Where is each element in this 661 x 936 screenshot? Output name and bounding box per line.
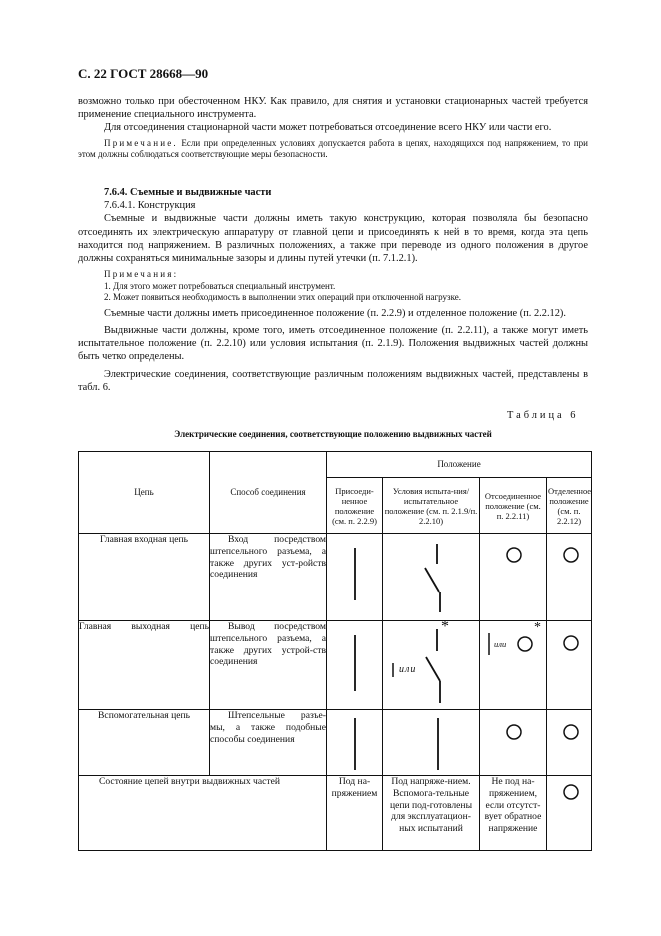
header-test: Условия испыта-ния/испытательное положение (см. п. 2.1.9/п. 2.2.10): [383, 478, 480, 534]
section-heading: [78, 186, 588, 199]
paragraph-6: Электрические соединения, соответствующие различным положениям выдвижных частей, представлены в табл. 6.: [78, 368, 588, 393]
closed-contact-icon: [383, 710, 480, 775]
row-2-method: Вывод посредством штепсельного разъема, а также других устрой-ств соединения: [210, 621, 327, 710]
note-a: 1. Для этого может потребоваться специальный инструмент.: [104, 280, 336, 291]
closed-contact-icon: [327, 710, 383, 775]
state-connected: Под на-пряжением: [327, 776, 383, 851]
row-3-connected-symbol: [327, 710, 383, 776]
table-6: [78, 451, 592, 851]
note-1-text: Если при определенных условиях допускается работа в цепях, находящихся под напряжением, то при этом должны соблюдаться соответствующие меры безопасности.: [78, 137, 588, 160]
row-1-circuit: Главная входная цепь: [79, 534, 210, 621]
table-row: [79, 710, 592, 776]
row-2-removed-symbol: [547, 621, 592, 710]
paragraph-1: возможно только при обесточенном НКУ. Как правило, для снятия и установки стационарных частей требуется применение специального инструмента.: [78, 96, 588, 121]
row-1-removed-symbol: [547, 534, 592, 621]
row-3-disconnected-symbol: [480, 710, 547, 776]
header-connected: Присоеди-ненное положение (см. п. 2.2.9): [327, 478, 383, 534]
subsection-heading: 7.6.4.1. Конструкция: [104, 200, 196, 212]
notes-label: Примечания:: [104, 269, 179, 280]
page-header: С. 22 ГОСТ 28668—90: [78, 66, 209, 81]
paragraph-2: Для отсоединения стационарной части может потребоваться отсоединение всего НКУ или части его.: [104, 122, 552, 134]
header-method: Способ соединения: [210, 452, 327, 534]
body-text-section: [78, 186, 588, 394]
row-2-test-symbol: [383, 618, 480, 710]
isolated-circle-icon: [547, 710, 592, 775]
row-3-test-symbol: [383, 710, 480, 776]
closed-contact-icon: [327, 534, 383, 620]
state-removed-symbol: [547, 776, 592, 851]
note-1: [78, 138, 588, 161]
header-disconnected: Отсоединенное положение (см. п. 2.2.11): [480, 478, 547, 534]
row-3-removed-symbol: [547, 710, 592, 776]
section-title: Съемные и выдвижные части: [130, 187, 272, 198]
paragraph-5: Выдвижные части должны, кроме того, иметь отсоединенное положение (п. 2.2.11), а также могут иметь испытательное положение (п. 2.2.10) или условия испытания (п. 2.1.9). Положения выдвижных частей должны быть четко определены.: [78, 324, 588, 363]
isolated-circle-icon: [480, 534, 547, 620]
row-3-circuit: Вспомогательная цепь: [79, 710, 210, 776]
isolated-circle-icon: [547, 621, 592, 709]
table-row: [79, 621, 592, 710]
isolated-circle-icon: [480, 710, 547, 775]
row-2-disc-or-label: или: [494, 639, 507, 649]
row-2-test-mark: *: [441, 618, 449, 635]
table-row: [79, 776, 592, 851]
open-contact-icon: [383, 534, 480, 620]
row-2-connected-symbol: [327, 621, 383, 710]
row-2-circuit: [79, 621, 210, 710]
row-1-method: Вход посредством штепсельного разъема, а также других уст-ройств соединения: [210, 534, 327, 621]
state-row-label: Состояние цепей внутри выдвижных частей: [79, 776, 327, 851]
row-2-disconnected-symbol: [480, 621, 547, 710]
header-position: Положение: [327, 452, 592, 478]
isolated-circle-icon: [547, 776, 592, 816]
section-number: 7.6.4.: [104, 187, 128, 198]
body-text-top: [78, 95, 588, 161]
state-disconnected: Не под на-пряжением, если отсутст-вует обратное напряжение: [480, 776, 547, 851]
paragraph-3: Съемные и выдвижные части должны иметь такую конструкцию, которая позволяла бы безопасно отсоединять их электрическую аппаратуру от главной цепи и присоединять к ней в то время, когда эта цепь находится под напряжением. В различных положениях, а также при переводе из одного положения в другое должны сохраняться минимальные зазоры и длины путей утечки (п. 7.1.2.1).: [78, 213, 588, 265]
table-title: Электрические соединения, соответствующие положению выдвижных частей: [174, 429, 492, 439]
note-b: 2. Может появиться необходимость в выполнении этих операций при отключенной нагрузке.: [104, 292, 462, 303]
note-1-label: Примечание.: [104, 137, 178, 148]
header-circuit: Цепь: [79, 452, 210, 534]
row-3-method: Штепсельные разъе-мы, а также подобные способы соединения: [210, 710, 327, 776]
table-row: [79, 534, 592, 621]
row-2-test-or-label: или: [399, 664, 417, 675]
state-test: Под напряже-нием. Вспомога-тельные цепи под-готовлены для эксплуатацион-ных испытаний: [383, 776, 480, 851]
isolated-circle-icon: [547, 534, 592, 620]
paragraph-4: Съемные части должны иметь присоединенное положение (п. 2.2.9) и отделенное положение (п. 2.2.12).: [104, 307, 566, 319]
open-contact-icon: [383, 618, 480, 709]
closed-contact-icon: [327, 621, 383, 709]
table-label: Таблица 6: [507, 410, 579, 421]
row-1-test-symbol: [383, 534, 480, 621]
row-1-disconnected-symbol: [480, 534, 547, 621]
row-2-disc-mark: *: [534, 620, 541, 635]
row-2-circuit-label: Главная выходная цепь: [79, 621, 209, 632]
header-removed: Отделенное положение (см. п. 2.2.12): [547, 478, 592, 534]
row-1-connected-symbol: [327, 534, 383, 621]
